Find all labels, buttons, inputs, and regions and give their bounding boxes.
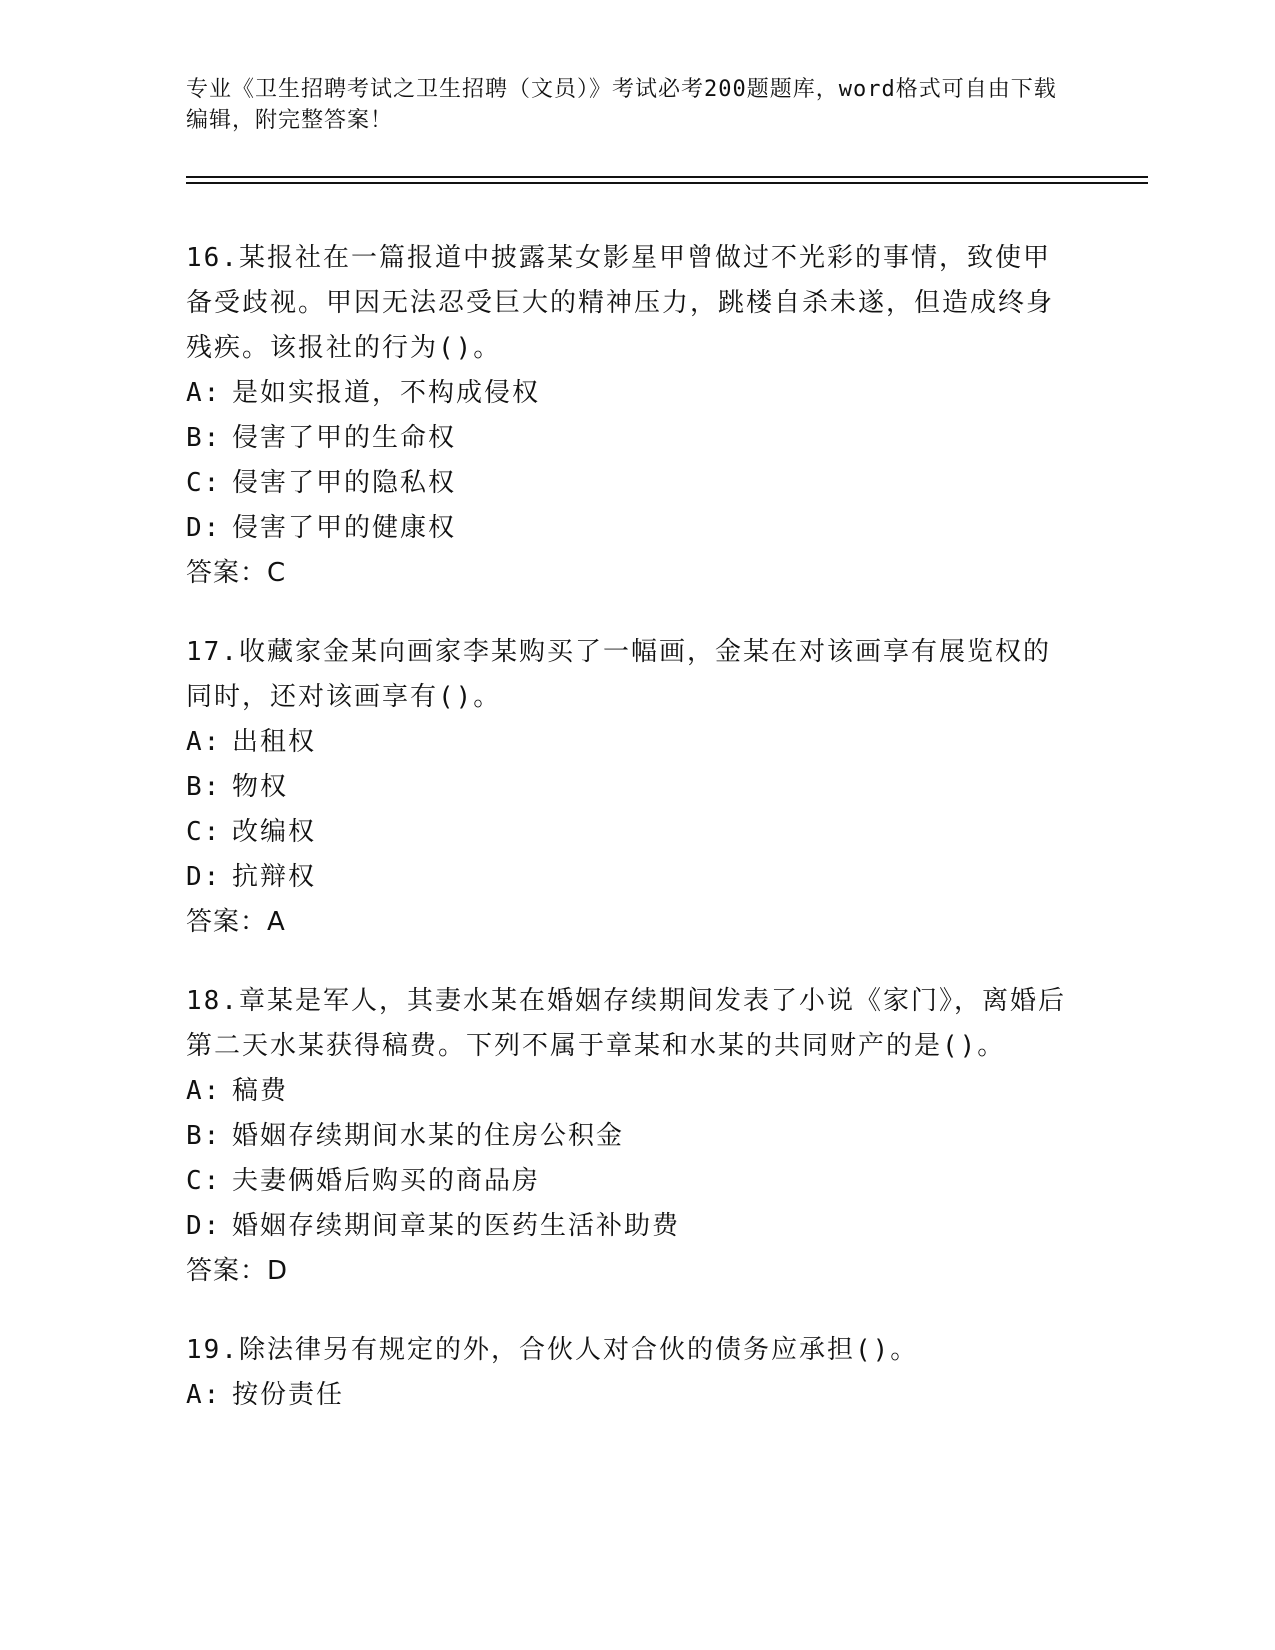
question-18 — [186, 979, 1076, 1294]
option-text: 侵害了甲的健康权 — [232, 513, 457, 543]
option-b — [186, 416, 1076, 461]
option-d — [186, 855, 1076, 900]
option-text: 稿费 — [232, 1076, 289, 1106]
option-d — [186, 1204, 1076, 1249]
option-a — [186, 1373, 1076, 1418]
option-text: 侵害了甲的隐私权 — [232, 468, 457, 498]
question-stem: 18.章某是军人，其妻水某在婚姻存续期间发表了小说《家门》，离婚后第二天水某获得稿费。下列不属于章某和水某的共同财产的是()。 — [186, 986, 1066, 1061]
answer-line: 答案：D — [186, 1256, 289, 1286]
option-c — [186, 810, 1076, 855]
option-text: 按份责任 — [232, 1380, 345, 1410]
option-key: C: — [186, 817, 222, 847]
option-d — [186, 506, 1076, 551]
question-list — [186, 236, 1076, 1452]
answer-line: 答案：C — [186, 558, 287, 588]
option-b — [186, 1114, 1076, 1159]
option-a — [186, 1069, 1076, 1114]
question-19 — [186, 1328, 1076, 1418]
option-key: C: — [186, 468, 222, 498]
option-a — [186, 720, 1076, 765]
page-header: 专业《卫生招聘考试之卫生招聘（文员）》考试必考200题题库，word格式可自由下载编辑，附完整答案！ — [186, 77, 1057, 133]
option-text: 抗辩权 — [232, 862, 317, 892]
option-key: A: — [186, 727, 222, 757]
question-stem: 17.收藏家金某向画家李某购买了一幅画，金某在对该画享有展览权的同时，还对该画享有()。 — [186, 637, 1051, 712]
option-text: 婚姻存续期间水某的住房公积金 — [232, 1121, 625, 1151]
header-divider-top — [186, 176, 1148, 178]
header-divider-bottom — [186, 182, 1148, 184]
option-text: 出租权 — [232, 727, 317, 757]
question-17 — [186, 630, 1076, 945]
question-stem: 16.某报社在一篇报道中披露某女影星甲曾做过不光彩的事情，致使甲备受歧视。甲因无法忍受巨大的精神压力，跳楼自杀未遂，但造成终身残疾。该报社的行为()。 — [186, 243, 1055, 363]
answer-line: 答案：A — [186, 907, 286, 937]
option-key: A: — [186, 378, 222, 408]
option-text: 改编权 — [232, 817, 317, 847]
option-c — [186, 461, 1076, 506]
option-text: 夫妻俩婚后购买的商品房 — [232, 1166, 541, 1196]
option-b — [186, 765, 1076, 810]
option-text: 物权 — [232, 772, 289, 802]
option-key: D: — [186, 862, 222, 892]
question-stem: 19.除法律另有规定的外，合伙人对合伙的债务应承担()。 — [186, 1335, 919, 1365]
question-16 — [186, 236, 1076, 596]
option-key: A: — [186, 1380, 222, 1410]
option-text: 侵害了甲的生命权 — [232, 423, 457, 453]
option-key: C: — [186, 1166, 222, 1196]
option-key: D: — [186, 1211, 222, 1241]
option-key: B: — [186, 772, 222, 802]
option-text: 是如实报道，不构成侵权 — [232, 378, 541, 408]
option-key: D: — [186, 513, 222, 543]
option-key: A: — [186, 1076, 222, 1106]
option-a — [186, 371, 1076, 416]
option-key: B: — [186, 1121, 222, 1151]
option-text: 婚姻存续期间章某的医药生活补助费 — [232, 1211, 681, 1241]
option-key: B: — [186, 423, 222, 453]
option-c — [186, 1159, 1076, 1204]
